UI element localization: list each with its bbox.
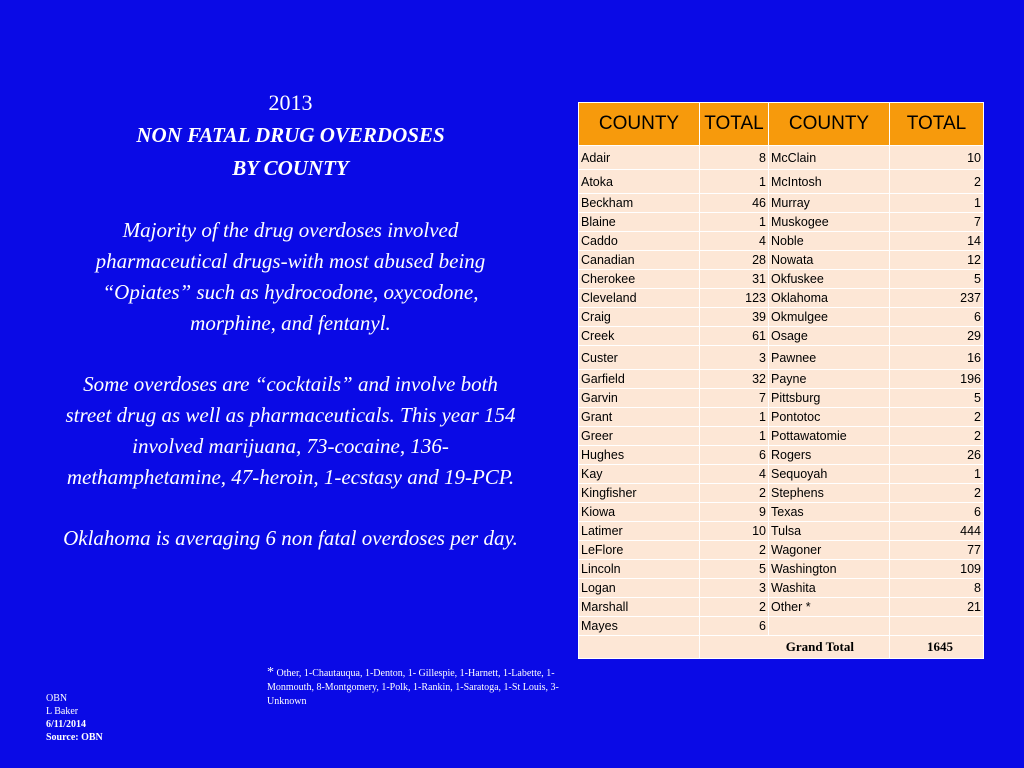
cell-total-left: 2 [700,541,769,560]
cell-total-right: 7 [890,213,984,232]
cell-total-right: 10 [890,146,984,170]
cell-county-left: Kiowa [579,503,700,522]
cell-county-right: Pottawatomie [769,427,890,446]
cell-total-left: 39 [700,308,769,327]
cell-county-left: Canadian [579,251,700,270]
cell-county-left: Hughes [579,446,700,465]
grand-total-label: Grand Total [700,636,890,659]
cell-county-right: Washita [769,579,890,598]
cell-total-right: 1 [890,194,984,213]
cell-total-right: 237 [890,289,984,308]
cell-total-left: 3 [700,346,769,370]
table-row [579,327,984,346]
table-row [579,251,984,270]
cell-total-left: 4 [700,232,769,251]
table-row [579,408,984,427]
footnote-star: * [267,665,274,680]
cell-county-left: Mayes [579,617,700,636]
cell-total-left: 9 [700,503,769,522]
cell-county-left: Lincoln [579,560,700,579]
cell-county-right: Rogers [769,446,890,465]
credit-org: OBN [46,693,68,704]
cell-county-left: Kay [579,465,700,484]
cell-county-left: Creek [579,327,700,346]
credit-date: 6/11/2014 [46,719,87,730]
header-total-1: TOTAL [700,103,769,146]
cell-county-left: Beckham [579,194,700,213]
cell-county-left: Garvin [579,389,700,408]
cell-county-right: Wagoner [769,541,890,560]
table-row [579,289,984,308]
title-year: 2013 [268,90,313,115]
header-total-2: TOTAL [890,103,984,146]
table-row [579,560,984,579]
cell-total-right: 16 [890,346,984,370]
cell-county-left: Caddo [579,232,700,251]
footnote [267,666,567,709]
cell-county-right: Stephens [769,484,890,503]
cell-total-right: 5 [890,270,984,289]
cell-county-right: Okmulgee [769,308,890,327]
table-row [579,232,984,251]
cell-county-right: McClain [769,146,890,170]
table-row [579,213,984,232]
cell-county-left: Marshall [579,598,700,617]
cell-county-right: Sequoyah [769,465,890,484]
table-row [579,598,984,617]
cell-county-right: Nowata [769,251,890,270]
cell-total-right: 77 [890,541,984,560]
cell-county-right: Osage [769,327,890,346]
cell-total-left: 123 [700,289,769,308]
cell-county-left: Craig [579,308,700,327]
cell-total-right: 12 [890,251,984,270]
cell-total-left: 6 [700,617,769,636]
paragraph-average: Oklahoma is averaging 6 non fatal overdoses per day. [63,526,518,550]
cell-total-left: 7 [700,389,769,408]
cell-total-right: 2 [890,170,984,194]
cell-total-left: 46 [700,194,769,213]
cell-county-left: Blaine [579,213,700,232]
cell-county-right: Washington [769,560,890,579]
cell-total-right: 2 [890,408,984,427]
cell-county-right: Noble [769,232,890,251]
grand-total-row [579,636,984,659]
cell-total-left: 4 [700,465,769,484]
table-row [579,194,984,213]
cell-county-right: Muskogee [769,213,890,232]
cell-county-right: Tulsa [769,522,890,541]
table-row [579,370,984,389]
cell-county-right: Pittsburg [769,389,890,408]
cell-total-left: 32 [700,370,769,389]
cell-total-right: 196 [890,370,984,389]
county-table [578,102,984,659]
cell-county-left: Greer [579,427,700,446]
cell-county-right: Payne [769,370,890,389]
title-line-1: NON FATAL DRUG OVERDOSES [136,123,445,147]
cell-total-left: 28 [700,251,769,270]
cell-county-left: Latimer [579,522,700,541]
cell-total-right: 1 [890,465,984,484]
cell-county-right: Other * [769,598,890,617]
table-header-row [579,103,984,146]
cell-county-left: Adair [579,146,700,170]
cell-total-left: 1 [700,427,769,446]
table-row [579,427,984,446]
title-line-2: BY COUNTY [232,156,349,180]
cell-total-right: 14 [890,232,984,251]
cell-county-left: Cherokee [579,270,700,289]
table-row [579,170,984,194]
cell-county-right: Murray [769,194,890,213]
table-row [579,579,984,598]
table-row [579,617,984,636]
cell-county-right: Okfuskee [769,270,890,289]
cell-county-right: Pontotoc [769,408,890,427]
cell-county-left: Grant [579,408,700,427]
cell-total-left: 8 [700,146,769,170]
grand-empty-1 [579,636,700,659]
cell-total-left: 3 [700,579,769,598]
cell-total-left: 1 [700,213,769,232]
cell-total-right: 21 [890,598,984,617]
cell-county-left: Garfield [579,370,700,389]
cell-total-right: 444 [890,522,984,541]
cell-total-left: 31 [700,270,769,289]
table-row [579,446,984,465]
cell-county-right [769,617,890,636]
cell-total-right [890,617,984,636]
cell-total-left: 6 [700,446,769,465]
cell-total-left: 1 [700,408,769,427]
cell-total-right: 29 [890,327,984,346]
cell-county-right: Pawnee [769,346,890,370]
credit-source: Source: OBN [46,732,103,743]
header-county-2: COUNTY [769,103,890,146]
footnote-text: Other, 1-Chautauqua, 1-Denton, 1- Gillespie, 1-Harnett, 1-Labette, 1-Monmouth, 8-Montgomery, 1-Polk, 1-Rankin, 1-Saratoga, 1-St Louis, 3-Unknown [267,668,559,707]
cell-total-left: 1 [700,170,769,194]
cell-total-right: 2 [890,484,984,503]
cell-county-right: McIntosh [769,170,890,194]
cell-total-left: 2 [700,598,769,617]
credits [46,692,103,744]
cell-county-right: Texas [769,503,890,522]
paragraph-cocktails: Some overdoses are “cocktails” and involve both street drug as well as pharmaceuticals. This year 154 involved marijuana, 73-cocaine, 136-methamphetamine, 47-heroin, 1-ecstasy and 19-PCP. [65,372,516,489]
cell-county-left: LeFlore [579,541,700,560]
table-row [579,522,984,541]
header-county-1: COUNTY [579,103,700,146]
cell-total-right: 5 [890,389,984,408]
table-row [579,270,984,289]
cell-county-left: Cleveland [579,289,700,308]
cell-total-left: 61 [700,327,769,346]
table-row [579,146,984,170]
cell-total-right: 2 [890,427,984,446]
cell-county-left: Atoka [579,170,700,194]
grand-total-value: 1645 [890,636,984,659]
cell-total-left: 10 [700,522,769,541]
table-row [579,484,984,503]
description-panel [58,86,523,554]
cell-county-right: Oklahoma [769,289,890,308]
cell-total-left: 2 [700,484,769,503]
credit-author: L Baker [46,706,79,717]
cell-county-left: Kingfisher [579,484,700,503]
table-row [579,503,984,522]
cell-total-left: 5 [700,560,769,579]
table-row [579,465,984,484]
cell-total-right: 6 [890,503,984,522]
cell-total-right: 8 [890,579,984,598]
cell-total-right: 26 [890,446,984,465]
table-row [579,389,984,408]
paragraph-opiates: Majority of the drug overdoses involved pharmaceutical drugs-with most abused being “Opiates” such as hydrocodone, oxycodone, morphine, and fentanyl. [95,218,486,335]
table-row [579,541,984,560]
table-row [579,346,984,370]
cell-total-right: 6 [890,308,984,327]
table-row [579,308,984,327]
cell-total-right: 109 [890,560,984,579]
cell-county-left: Logan [579,579,700,598]
cell-county-left: Custer [579,346,700,370]
